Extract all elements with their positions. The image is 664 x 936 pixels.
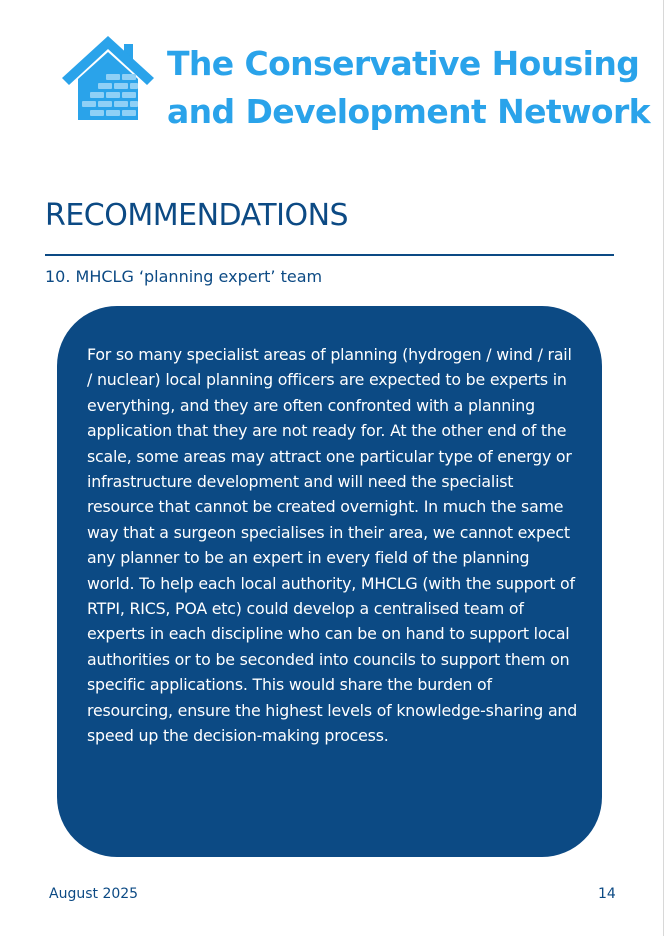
organization-name-line2: and Development Network — [167, 92, 651, 131]
recommendation-body-text: For so many specialist areas of planning (hydrogen / wind / rail / nuclear) local planning officers are expected to be experts in everything, and they are often confronted with a planning application that they are not ready for. At the other end of the scale, some areas may attract one particular type of energy or infrastructure development and will need the specialist resource that cannot be created overnight. In much the same way that a surgeon specialises in their area, we cannot expect any planner to be an expert in every field of the planning world. To help each local authority, MHCLG (with the support of RTPI, RICS, POA etc) could develop a centralised team of experts in each discipline who can be on hand to support local authorities or to be seconded into councils to support them on specific applications. This would share the burden of resourcing, ensure the highest levels of knowledge-sharing and speed up the decision-making process. — [87, 345, 578, 746]
title-divider — [45, 254, 614, 256]
footer-date: August 2025 — [49, 886, 139, 902]
recommendation-heading: 10. MHCLG ‘planning expert’ team — [45, 267, 323, 286]
section-title: RECOMMENDATIONS — [45, 198, 349, 233]
page-number: 14 — [598, 886, 616, 902]
house-with-bricks-icon — [62, 34, 154, 126]
recommendation-callout-box — [57, 306, 602, 857]
organization-name-line1: The Conservative Housing — [167, 44, 640, 83]
organization-name — [167, 40, 651, 136]
